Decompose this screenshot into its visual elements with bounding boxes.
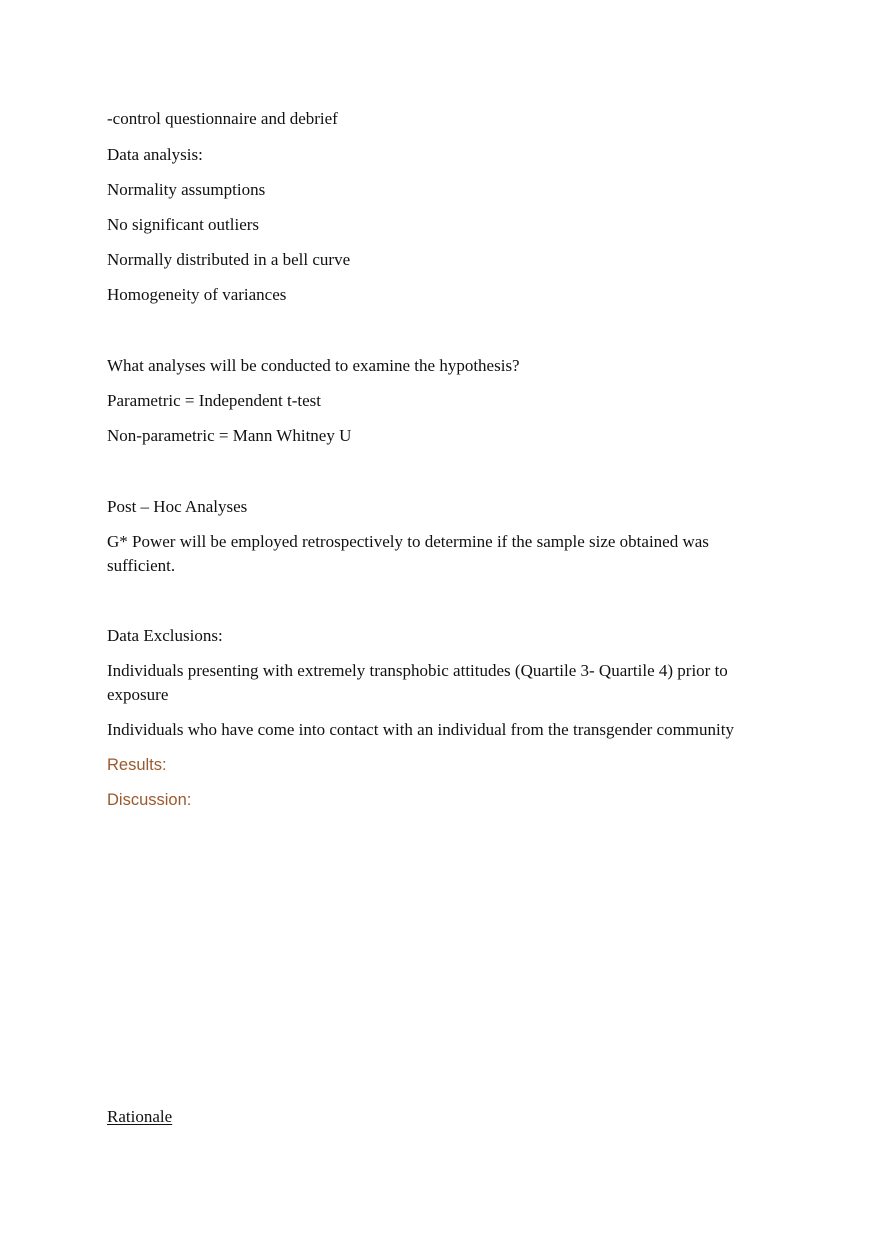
normality-assumptions-line: Normality assumptions [107,180,266,199]
rationale-heading: Rationale [107,1107,173,1126]
exclusion-item-2: Individuals who have come into contact with an individual from the transgender community [107,720,734,739]
discussion-heading: Discussion: [107,791,192,809]
analyses-question-line: What analyses will be conducted to examine the hypothesis? [107,356,520,375]
no-outliers-line: No significant outliers [107,215,260,234]
parametric-line: Parametric = Independent t-test [107,391,321,410]
gpower-paragraph: G* Power will be employed retrospectively to determine if the sample size obtained was sufficient. [107,532,709,575]
data-analysis-heading: Data analysis: [107,145,203,164]
normally-distributed-line: Normally distributed in a bell curve [107,250,351,269]
post-hoc-heading: Post – Hoc Analyses [107,497,248,516]
control-questionnaire-line: -control questionnaire and debrief [107,109,338,128]
results-heading: Results: [107,756,167,774]
homogeneity-line: Homogeneity of variances [107,285,287,304]
exclusion-item-1: Individuals presenting with extremely transphobic attitudes (Quartile 3- Quartile 4) prior to exposure [107,661,728,704]
non-parametric-line: Non-parametric = Mann Whitney U [107,426,352,445]
data-exclusions-heading: Data Exclusions: [107,626,223,645]
